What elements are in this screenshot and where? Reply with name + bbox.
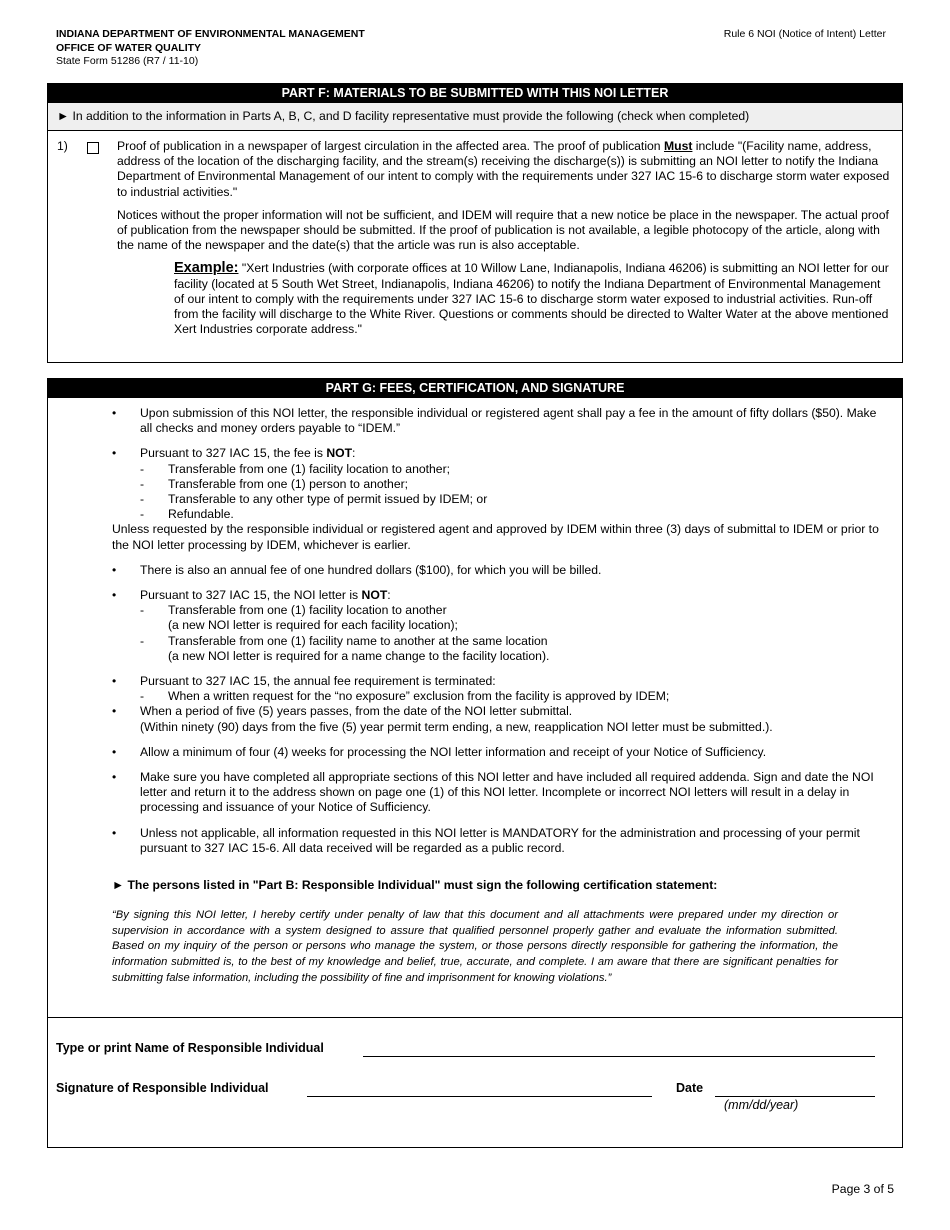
proof-of-publication-text: Proof of publication in a newspaper of largest circulation in the affected area. The proof of publication Must include "(Facility name, address, address of the location of the discharging facility, and the stream(s) receiving the discharge(s)) is submitting an NOI letter to notify the Indiana Department of Environmental Management of our intent to comply with the requirements under 327 IAC 15-6 to discharge storm water exposed to industrial activities." bbox=[117, 139, 890, 199]
page-number: Page 3 of 5 bbox=[831, 1182, 894, 1196]
name-field[interactable] bbox=[363, 1042, 875, 1057]
not-emphasis: NOT bbox=[361, 588, 388, 603]
agency-name: INDIANA DEPARTMENT OF ENVIRONMENTAL MANAGEMENT bbox=[56, 28, 365, 40]
form-header bbox=[56, 28, 365, 69]
five-year-bullet: • When a period of five (5) years passes, from the date of the NOI letter submittal. (Within ninety (90) days from the five (5) year permit term ending, a new, reapplication NOI letter must be submitted.). bbox=[112, 704, 884, 734]
noi-not-transferable-bullet: • Pursuant to 327 IAC 15, the NOI letter is NOT: - Transferable from one (1) facility location to another (a new NOI letter is required for each facility location); - Transferable from one (1) facility name to another at the same location (a new NOI letter is required for a name change to the facility location). bbox=[112, 588, 884, 664]
annual-fee-terminated-bullet: • Pursuant to 327 IAC 15, the annual fee requirement is terminated: - When a written request for the “no exposure” exclusion from the facility is approved by IDEM; bbox=[112, 674, 884, 704]
unless-clause: Unless requested by the responsible individual or registered agent and approved by IDEM within three (3) days of submittal to IDEM or prior to the NOI letter processing by IDEM, whichever is earlier. bbox=[112, 522, 879, 552]
part-f-title: PART F: MATERIALS TO BE SUBMITTED WITH THIS NOI LETTER bbox=[48, 84, 902, 103]
example-label: Example: bbox=[174, 260, 239, 277]
list-item: - Transferable to any other type of permit issued by IDEM; or bbox=[140, 492, 488, 507]
item-number: 1) bbox=[57, 139, 68, 153]
signature-area bbox=[48, 1017, 902, 1148]
example-text: "Xert Industries (with corporate offices at 10 Willow Lane, Indianapolis, Indiana 46206) is submitting an NOI letter for our facility (located at 5 South Wet Street, Indianapolis, Indiana 46206) to notify the Indiana Department of Environmental Management of our intent to comply with the requirements under 327 IAC 15-6 to discharge storm water exposed to industrial activities. Run-off from the facility will discharge to the White River. Questions or comments should be directed to Walter Water at the above mentioned Xert Industries corporate address." bbox=[174, 261, 889, 337]
list-item: - Transferable from one (1) facility name to another at the same location (a new NOI letter is required for a name change to the facility location). bbox=[140, 633, 550, 663]
processing-time-bullet: • Allow a minimum of four (4) weeks for processing the NOI letter information and receipt of your Notice of Sufficiency. bbox=[112, 745, 884, 760]
proof-of-publication-checkbox[interactable] bbox=[87, 142, 99, 154]
not-emphasis: NOT bbox=[326, 446, 353, 461]
part-f-section bbox=[47, 83, 903, 363]
certification-statement: “By signing this NOI letter, I hereby certify under penalty of law that this document and all attachments were prepared under my direction or supervision in accordance with a system designed to assure that qualified personnel properly gather and evaluate the information submitted. Based on my inquiry of the person or persons who manage the system, or those persons directly responsible for gathering the information, the information submitted is, to the best of my knowledge and belief, true, accurate, and complete. I am aware that there are significant penalties for submitting false information, including the possibility of fine and imprisonment for knowing violations.” bbox=[112, 909, 838, 984]
date-field[interactable] bbox=[715, 1082, 875, 1097]
mandatory-bullet: • Unless not applicable, all information requested in this NOI letter is MANDATORY for the administration and processing of your permit pursuant to 327 IAC 15-6. All data received will be regarded as a public record. bbox=[112, 826, 884, 856]
date-label: Date bbox=[676, 1081, 704, 1095]
must-emphasis: Must bbox=[663, 139, 693, 153]
list-item: - Refundable. bbox=[140, 507, 234, 522]
fee-not-transferable-bullet: • Pursuant to 327 IAC 15, the fee is NOT: - Transferable from one (1) facility location to another; - Transferable from one (1) person to another; - Transferable to any other type of permit issued by IDEM; or - Refundable. Unless requested by the responsible individual or registered agent and approved by IDEM within three (3) days of submittal to IDEM or prior to the NOI letter processing by IDEM, whichever is earlier. bbox=[112, 446, 884, 552]
annual-fee-bullet: • There is also an annual fee of one hundred dollars ($100), for which you will be billed. bbox=[112, 563, 884, 578]
office-name: OFFICE OF WATER QUALITY bbox=[56, 41, 202, 54]
part-f-intro: ► In addition to the information in Parts A, B, C, and D facility representative must provide the following (check when completed) bbox=[48, 103, 902, 131]
part-f-item-1 bbox=[48, 131, 902, 337]
part-g-title: PART G: FEES, CERTIFICATION, AND SIGNATURE bbox=[48, 379, 902, 398]
date-format-hint: (mm/dd/year) bbox=[724, 1098, 799, 1112]
form-number: State Form 51286 (R7 / 11-10) bbox=[56, 55, 199, 67]
part-g-section bbox=[47, 378, 903, 1148]
name-label: Type or print Name of Responsible Individual bbox=[56, 1041, 324, 1055]
list-item: - When a written request for the “no exposure” exclusion from the facility is approved by IDEM; bbox=[140, 689, 670, 704]
list-item: - Transferable from one (1) facility location to another (a new NOI letter is required for each facility location); bbox=[140, 603, 458, 633]
fee-payment-bullet: • Upon submission of this NOI letter, the responsible individual or registered agent shall pay a fee in the amount of fifty dollars ($50). Make all checks and money orders payable to “IDEM.” bbox=[112, 406, 884, 436]
list-item: - Transferable from one (1) person to another; bbox=[140, 476, 409, 491]
certification-heading: ► The persons listed in "Part B: Responsible Individual" must sign the following certification statement: bbox=[112, 878, 718, 893]
signature-field[interactable] bbox=[307, 1082, 652, 1097]
notice-requirements-text: Notices without the proper information will not be sufficient, and IDEM will require that a new notice be place in the newspaper. The actual proof of publication from the newspaper should be submitted. If the proof of publication is not available, a legible photocopy of the article, along with the name of the newspaper and the date(s) that the article was run is also acceptable. bbox=[117, 207, 889, 253]
part-g-body bbox=[48, 398, 902, 986]
signature-label: Signature of Responsible Individual bbox=[56, 1081, 269, 1095]
example-notice bbox=[174, 261, 892, 337]
completion-bullet: • Make sure you have completed all appropriate sections of this NOI letter and have included all required addenda. Sign and date the NOI letter and return it to the address shown on page one (1) of this NOI letter. Incomplete or incorrect NOI letters will result in a delay in processing and issuance of your Notice of Sufficiency. bbox=[112, 770, 884, 816]
document-title: Rule 6 NOI (Notice of Intent) Letter bbox=[723, 28, 886, 40]
list-item: - Transferable from one (1) facility location to another; bbox=[140, 461, 451, 476]
